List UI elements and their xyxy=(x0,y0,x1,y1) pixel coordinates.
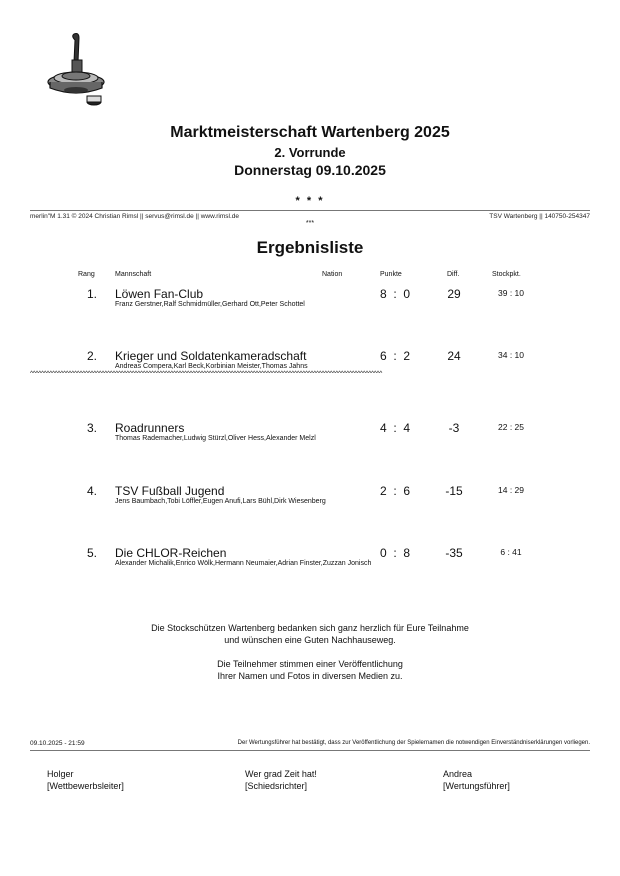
col-points-header: Punkte xyxy=(380,271,402,278)
signature-role: [Schiedsrichter] xyxy=(245,781,308,791)
stock-points: 22 : 25 xyxy=(498,422,524,432)
points: 0 : 8 xyxy=(379,546,411,560)
rank: 3. xyxy=(86,421,97,435)
points: 8 : 0 xyxy=(379,287,411,301)
signature-name: Wer grad Zeit hat! xyxy=(245,769,317,779)
software-info: merlin"M 1.31 © 2024 Christian Rimsl || servus@rimsl.de || www.rimsl.de xyxy=(30,213,239,220)
difference: -15 xyxy=(445,484,463,498)
difference: 24 xyxy=(447,349,461,363)
rank: 4. xyxy=(86,484,97,498)
round-subtitle: 2. Vorrunde xyxy=(274,145,346,160)
stock-points: 34 : 10 xyxy=(498,350,524,360)
thanks-line-2: und wünschen eine Guten Nachhauseweg. xyxy=(224,635,396,645)
thanks-line-1: Die Stockschützen Wartenberg bedanken sich ganz herzlich für Eure Teilnahme xyxy=(151,623,469,633)
difference: 29 xyxy=(447,287,461,301)
signature-referee xyxy=(245,768,317,792)
small-stars: *** xyxy=(305,220,315,227)
team-players: Andreas Compera,Karl Beck,Korbinian Meister,Thomas Jahns xyxy=(115,363,308,370)
result-row xyxy=(0,349,620,389)
difference: -3 xyxy=(448,421,460,435)
signature-role: [Wettbewerbsleiter] xyxy=(47,781,124,791)
result-row xyxy=(0,421,620,461)
team-name: Die CHLOR-Reichen xyxy=(115,546,227,560)
consent-note: Der Wertungsführer hat bestätigt, dass zur Veröffentlichung der Spielernamen die notwendigen Einverständniserklärungen vorliegen. xyxy=(237,740,590,746)
team-name: Krieger und Soldatenkameradschaft xyxy=(115,349,307,363)
consent-line-1: Die Teilnehmer stimmen einer Veröffentlichung xyxy=(217,659,403,669)
result-row xyxy=(0,287,620,327)
page-title: Marktmeisterschaft Wartenberg 2025 xyxy=(170,124,450,141)
qualification-separator: ^^^^^^^^^^^^^^^^^^^^^^^^^^^^^^^^^^^^^^^^^^^^^^^^^^^^^^^^^^^^^^^^^^^^^^^^^^^^^^^^^^^^^^^^^^^^^^^^^^^^^^^^^^^^^^^^^^^^^^^^^^^^^^^^ xyxy=(30,370,383,377)
signature-scorekeeper xyxy=(443,768,510,792)
divider-stars: * * * xyxy=(295,195,325,207)
event-date: Donnerstag 09.10.2025 xyxy=(234,162,386,178)
col-team-header: Mannschaft xyxy=(115,271,152,278)
signature-name: Andrea xyxy=(443,769,473,779)
print-timestamp: 09.10.2025 - 21:59 xyxy=(30,740,85,747)
points: 6 : 2 xyxy=(379,349,411,363)
team-name: TSV Fußball Jugend xyxy=(115,484,225,498)
stock-points: 39 : 10 xyxy=(498,288,524,298)
col-stock-header: Stockpkt. xyxy=(492,271,521,278)
footer-rule xyxy=(30,750,590,751)
col-rank-header: Rang xyxy=(78,271,95,278)
eisstock-icon xyxy=(44,32,114,112)
rank: 1. xyxy=(86,287,97,301)
rank: 5. xyxy=(86,546,97,560)
results-heading: Ergebnisliste xyxy=(256,238,364,257)
col-nation-header: Nation xyxy=(322,271,343,278)
header-rule xyxy=(30,210,590,211)
team-players: Thomas Rademacher,Ludwig Stürzl,Oliver Hess,Alexander Melzl xyxy=(115,435,316,442)
points: 2 : 6 xyxy=(379,484,411,498)
result-row xyxy=(0,484,620,524)
team-players: Jens Baumbach,Tobi Löffler,Eugen Anufi,Lars Bühl,Dirk Wiesenberg xyxy=(115,498,326,505)
team-name: Löwen Fan-Club xyxy=(115,287,204,301)
team-name: Roadrunners xyxy=(115,421,185,435)
team-players: Franz Gerstner,Ralf Schmidmüller,Gerhard Ott,Peter Schottel xyxy=(115,301,305,308)
stock-points: 14 : 29 xyxy=(498,485,524,495)
signature-competition-leader xyxy=(47,768,124,792)
rank: 2. xyxy=(86,349,97,363)
points: 4 : 4 xyxy=(379,421,411,435)
result-row xyxy=(0,546,620,586)
stock-points: 6 : 41 xyxy=(500,547,522,557)
consent-line-2: Ihrer Namen und Fotos in diversen Medien zu. xyxy=(217,671,403,681)
club-info: TSV Wartenberg || 140750-254347 xyxy=(489,213,590,220)
signature-role: [Wertungsführer] xyxy=(443,781,510,791)
team-players: Alexander Michalik,Enrico Wölk,Hermann Neumaier,Adrian Finster,Zuzzan Jonisch xyxy=(115,560,372,567)
difference: -35 xyxy=(445,546,463,560)
signature-name: Holger xyxy=(47,769,74,779)
col-diff-header: Diff. xyxy=(447,271,460,278)
